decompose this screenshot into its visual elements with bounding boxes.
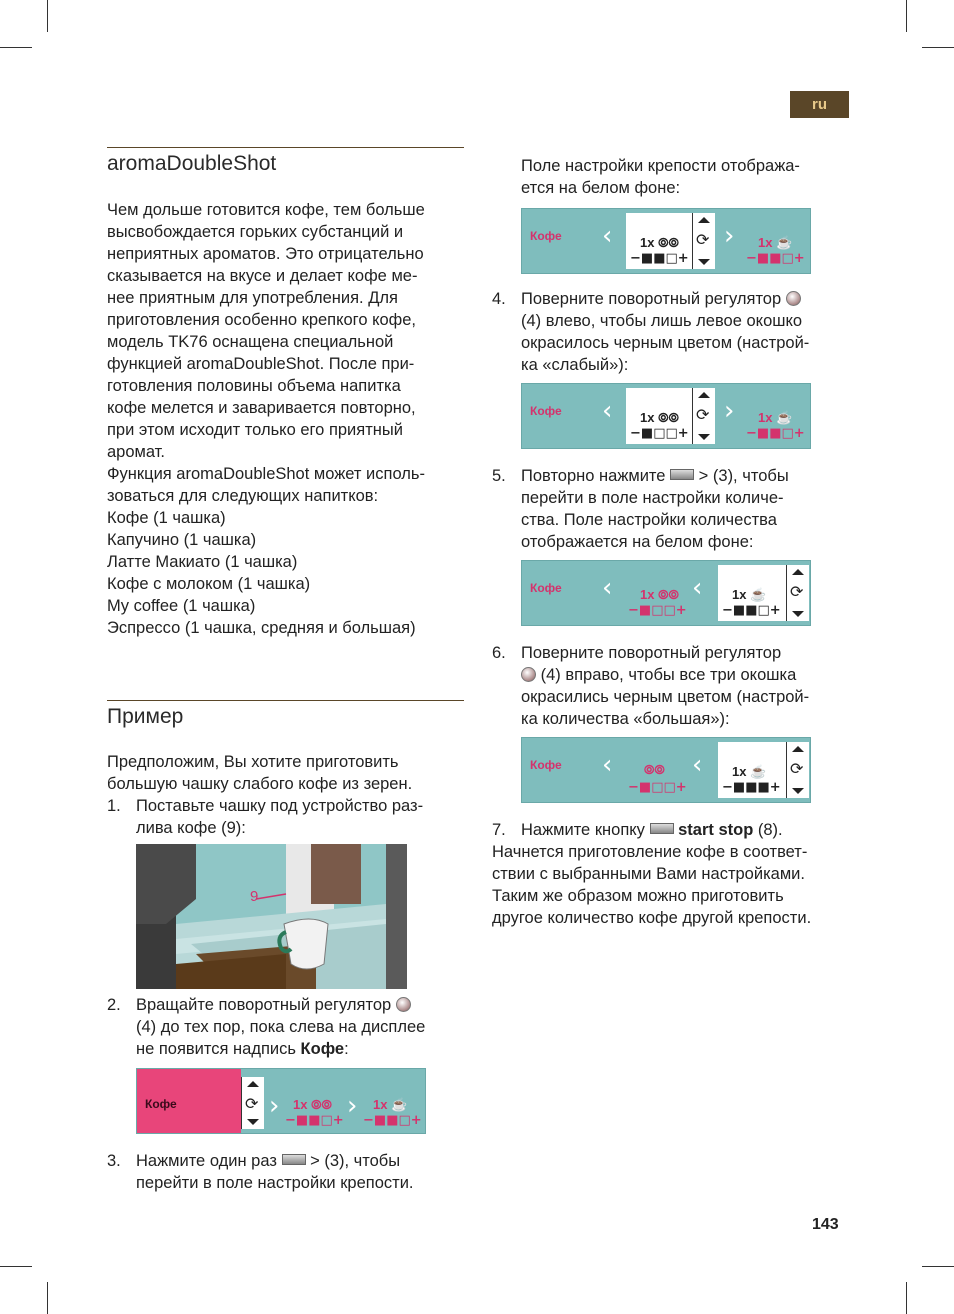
crop-mark	[922, 1266, 954, 1267]
amount-value: 1x ☕	[373, 1097, 408, 1112]
photo-callout-9: 9	[250, 888, 259, 905]
step-4-text: Поверните поворотный регулятор (4) влево, чтобы лишь левое окошко окрасилось черным цветом (настрой- ка «слабый»):	[521, 290, 810, 374]
display-panel-strength	[521, 208, 811, 274]
button-icon	[282, 1154, 306, 1165]
rotate-icon: ⟳	[245, 1094, 259, 1113]
crop-mark	[0, 47, 32, 48]
section-rule	[107, 700, 464, 701]
step-3-text: Нажмите один раз > (3), чтобы перейти в поле настройки крепости.	[136, 1152, 414, 1192]
amount-indicator: −■■□+	[746, 251, 805, 266]
amount-indicator: −■■□+	[363, 1113, 422, 1128]
crop-mark	[922, 47, 954, 48]
step-number: 1.	[107, 797, 121, 815]
rotate-icon: ⟳	[696, 405, 710, 424]
rotate-icon: ⟳	[696, 230, 710, 249]
step-6-text: Поверните поворотный регулятор (4) вправо, чтобы все три окошка окрасились черным цветом (настрой- ка количества «большая»):	[521, 644, 810, 728]
step-1-text: Поставьте чашку под устройство раз- лива кофе (9):	[136, 797, 424, 837]
display-panel-amount	[521, 560, 811, 626]
chevron-left-icon: ‹	[602, 573, 613, 603]
strength-indicator: −■□□+	[630, 426, 689, 441]
drink-label: Кофе	[530, 581, 562, 595]
chevron-left-icon: ‹	[602, 750, 613, 780]
strength-indicator: −■■□+	[630, 251, 689, 266]
strength-field-note: Поле настройки крепости отобража- ется на белом фоне:	[521, 157, 800, 197]
step-5-text: Повторно нажмите > (3), чтобы перейти в поле настройки количе- ства. Поле настройки количества отображается на белом фоне:	[521, 467, 789, 551]
rotary-knob-icon	[521, 667, 536, 682]
step-number: 7.	[492, 821, 506, 839]
strength-indicator: −■□□+	[628, 780, 687, 795]
chevron-right-icon: ›	[269, 1091, 280, 1121]
scroll-control	[692, 388, 715, 444]
amount-indicator: −■■■+	[722, 780, 781, 795]
chevron-right-icon: ›	[724, 221, 735, 251]
display-panel-drink	[136, 1068, 426, 1134]
strength-value: 1x ⦾⦾	[640, 410, 679, 425]
rotate-icon: ⟳	[790, 759, 804, 778]
crop-mark	[906, 0, 907, 32]
intro-paragraph: Чем дольше готовится кофе, тем больше высвобождается горьких субстанций и неприятных ароматов. Это отрицательно сказывается на вкусе и делает кофе ме- нее приятным для употребления. Для приготовления особенно крепкого кофе, модель TK76 оснащена специальной функцией aromaDoubleShot. После при- готовления половины объема напитка кофе мелется и заваривается повторно, при этом исходит только его приятный аромат. Функция aromaDoubleShot может исполь- зоваться для следующих напитков: Кофе (1 чашка) Капучино (1 чашка) Латте Макиато (1 чашка) Кофе с молоком (1 чашка) My coffee (1 чашка) Эспрессо (1 чашка, средняя и большая)	[107, 201, 425, 637]
drink-label: Кофе	[145, 1097, 177, 1111]
chevron-left-icon: ‹	[602, 221, 613, 251]
section-title-aromadoubleshot: aromaDoubleShot	[107, 152, 277, 175]
example-intro: Предположим, Вы хотите приготовить большую чашку слабого кофе из зерен.	[107, 753, 413, 793]
strength-value: 1x ⦾⦾	[640, 587, 679, 602]
amount-value: 1x ☕	[758, 410, 793, 425]
step-number: 5.	[492, 467, 506, 485]
scroll-control	[786, 742, 809, 798]
crop-mark	[906, 1282, 907, 1314]
crop-mark	[0, 1266, 32, 1267]
chevron-left-icon: ‹	[692, 573, 703, 603]
chevron-left-icon: ‹	[692, 750, 703, 780]
strength-value: 1x ⦾⦾	[640, 235, 679, 250]
machine-illustration	[136, 844, 407, 989]
step-number: 4.	[492, 290, 506, 308]
crop-mark	[47, 0, 48, 32]
scroll-control	[786, 565, 809, 621]
rotate-icon: ⟳	[790, 582, 804, 601]
rotary-knob-icon	[786, 291, 801, 306]
strength-value: ⦾⦾	[644, 762, 665, 777]
button-icon	[670, 469, 694, 480]
chevron-left-icon: ‹	[602, 396, 613, 426]
step-number: 3.	[107, 1152, 121, 1170]
amount-value: 1x ☕	[732, 764, 767, 779]
rotary-knob-icon	[396, 997, 411, 1012]
amount-indicator: −■■□+	[746, 426, 805, 441]
chevron-right-icon: ›	[724, 396, 735, 426]
amount-indicator: −■■□+	[722, 603, 781, 618]
page-number: 143	[812, 1216, 839, 1233]
display-panel-amount-large	[521, 737, 811, 803]
display-panel-strength-weak	[521, 383, 811, 449]
drink-label: Кофе	[530, 404, 562, 418]
strength-indicator: −■□□+	[628, 603, 687, 618]
drink-label: Кофе	[530, 229, 562, 243]
drink-label: Кофе	[530, 758, 562, 772]
strength-value: 1x ⦾⦾	[293, 1097, 332, 1112]
step-number: 2.	[107, 996, 121, 1014]
step-2-text: Вращайте поворотный регулятор (4) до тех пор, пока слева на дисплее не появится надпись Кофе:	[136, 996, 426, 1058]
amount-value: 1x ☕	[732, 587, 767, 602]
closing-paragraph: Начнется приготовление кофе в соответ- ствии с выбранными Вами настройками. Таким же образом можно приготовить другое количество кофе другой крепости.	[492, 843, 812, 927]
crop-mark	[47, 1282, 48, 1314]
chevron-right-icon: ›	[347, 1091, 358, 1121]
language-tab: ru	[790, 91, 849, 118]
scroll-control	[692, 213, 715, 269]
amount-value: 1x ☕	[758, 235, 793, 250]
scroll-control	[241, 1077, 264, 1129]
step-number: 6.	[492, 644, 506, 662]
section-title-example: Пример	[107, 705, 184, 728]
strength-indicator: −■■□+	[285, 1113, 344, 1128]
start-stop-button-icon	[650, 823, 674, 834]
step-7-text: Нажмите кнопку start stop (8).	[521, 821, 783, 839]
section-rule	[107, 147, 464, 148]
